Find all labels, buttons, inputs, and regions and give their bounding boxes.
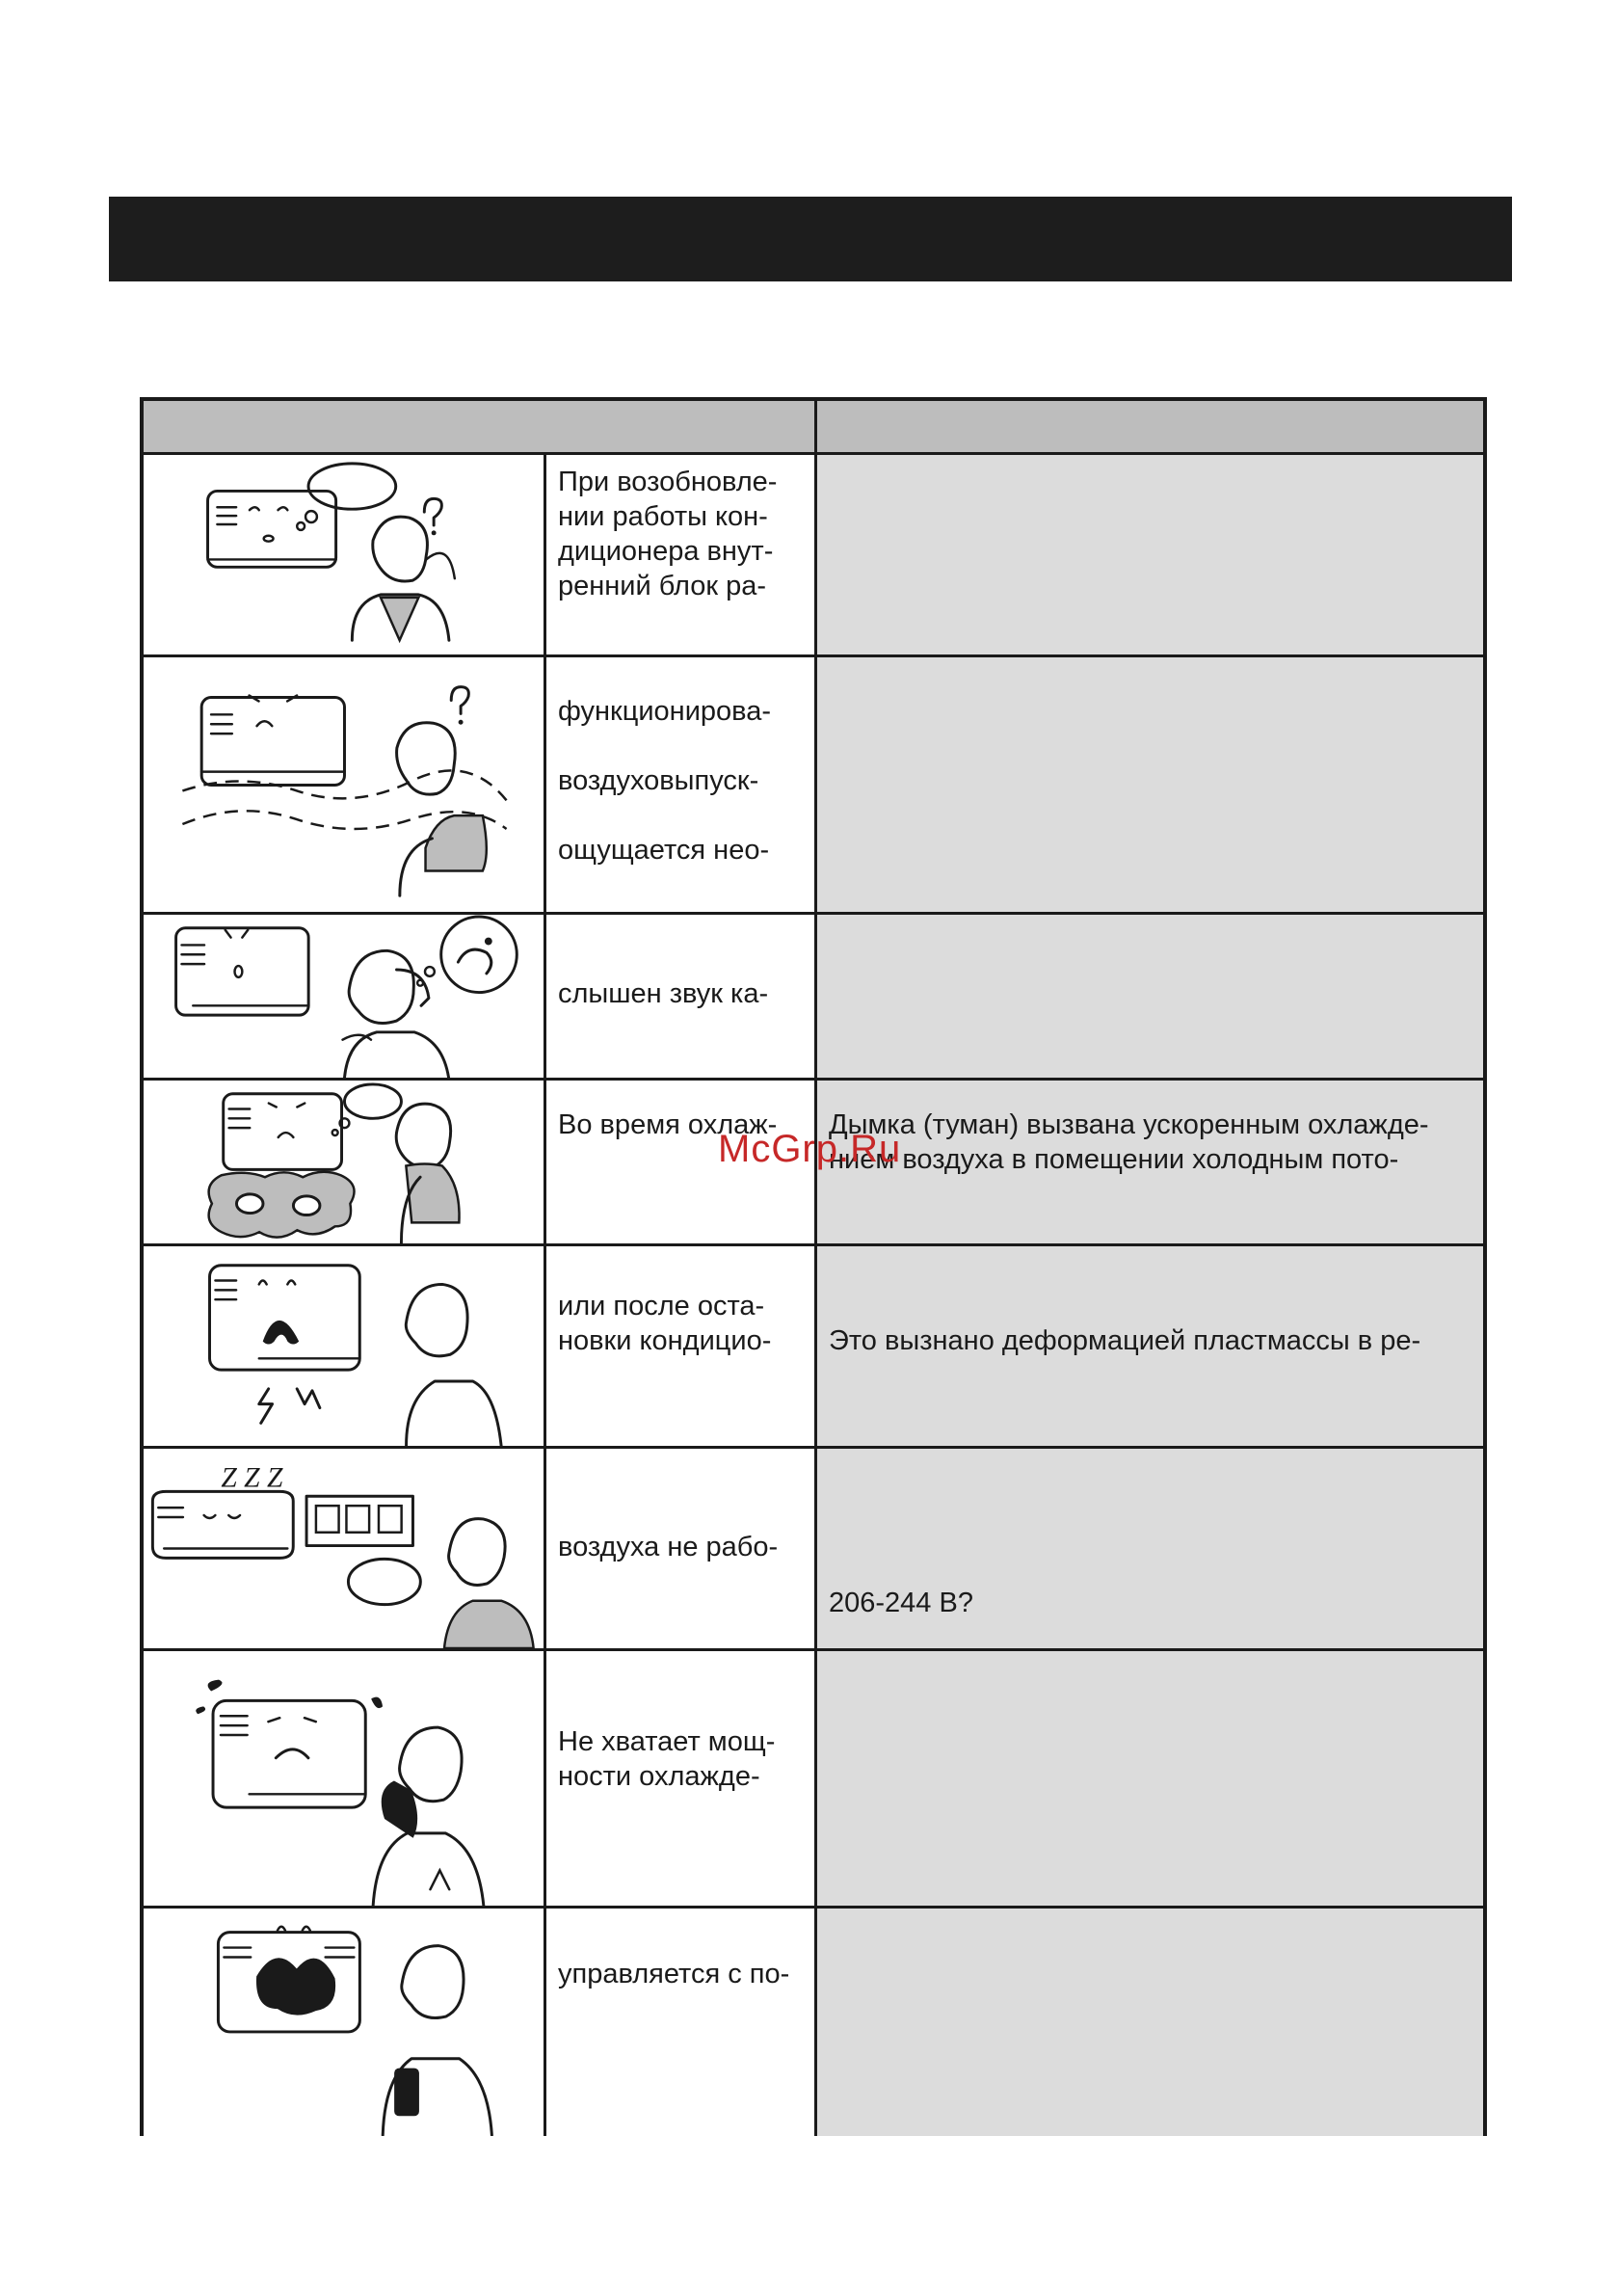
table-header-solution (817, 401, 1483, 455)
illustration-water-sound (144, 915, 546, 1078)
symptom-text: слышен звук ка- (546, 915, 817, 1078)
illustration-crack-sound (144, 1246, 546, 1446)
table-row (144, 657, 1483, 915)
table-row (144, 915, 1483, 1081)
symptom-text: воздуха не рабо- (546, 1449, 817, 1648)
indoor-unit-power-off-icon (144, 1449, 544, 1648)
table-row (144, 455, 1483, 657)
table-header-symptom (144, 401, 817, 455)
solution-text: Дымка (туман) вызвана ускоренным охлажде- нием воздуха в помещении холодным пото- (817, 1081, 1483, 1243)
troubleshooting-table (140, 397, 1487, 2136)
illustration-remote-control (144, 1909, 546, 2136)
table-row (144, 1246, 1483, 1449)
illustration-odor (144, 657, 546, 912)
indoor-unit-odor-icon (144, 657, 544, 912)
solution-text: 206-244 В? (817, 1449, 1483, 1648)
indoor-unit-water-sound-icon (144, 915, 544, 1078)
solution-text (817, 1909, 1483, 2136)
solution-text (817, 455, 1483, 654)
table-row (144, 1449, 1483, 1651)
illustration-weak-cooling (144, 1651, 546, 1906)
illustration-unit-restart (144, 455, 546, 654)
indoor-unit-mist-icon (144, 1081, 544, 1243)
solution-text (817, 915, 1483, 1078)
symptom-text: управляется с по- (546, 1909, 817, 2136)
symptom-text: Во время охлаж- (546, 1081, 817, 1243)
table-row (144, 1909, 1483, 2136)
indoor-unit-remote-icon (144, 1909, 544, 2136)
symptom-text: или после оста- новки кондицио- (546, 1246, 817, 1446)
indoor-unit-question-icon (144, 455, 544, 654)
solution-text (817, 657, 1483, 912)
watermark: McGrp.Ru (718, 1128, 902, 1170)
symptom-text: функционирова- воздуховыпуск- ощущается нео- (546, 657, 817, 912)
zzz-label: Z Z Z (221, 1462, 283, 1494)
table-row (144, 1651, 1483, 1909)
solution-text (817, 1651, 1483, 1906)
illustration-mist (144, 1081, 546, 1243)
indoor-unit-weak-cooling-icon (144, 1651, 544, 1906)
symptom-text: При возобновле- нии работы кон- диционера внут- ренний блок ра- (546, 455, 817, 654)
symptom-text: Не хватает мощ- ности охлажде- (546, 1651, 817, 1906)
section-title-bar (109, 197, 1512, 281)
solution-text: Это вызнано деформацией пластмассы в ре- (817, 1246, 1483, 1446)
indoor-unit-crack-sound-icon (144, 1246, 544, 1446)
illustration-power-off (144, 1449, 546, 1648)
